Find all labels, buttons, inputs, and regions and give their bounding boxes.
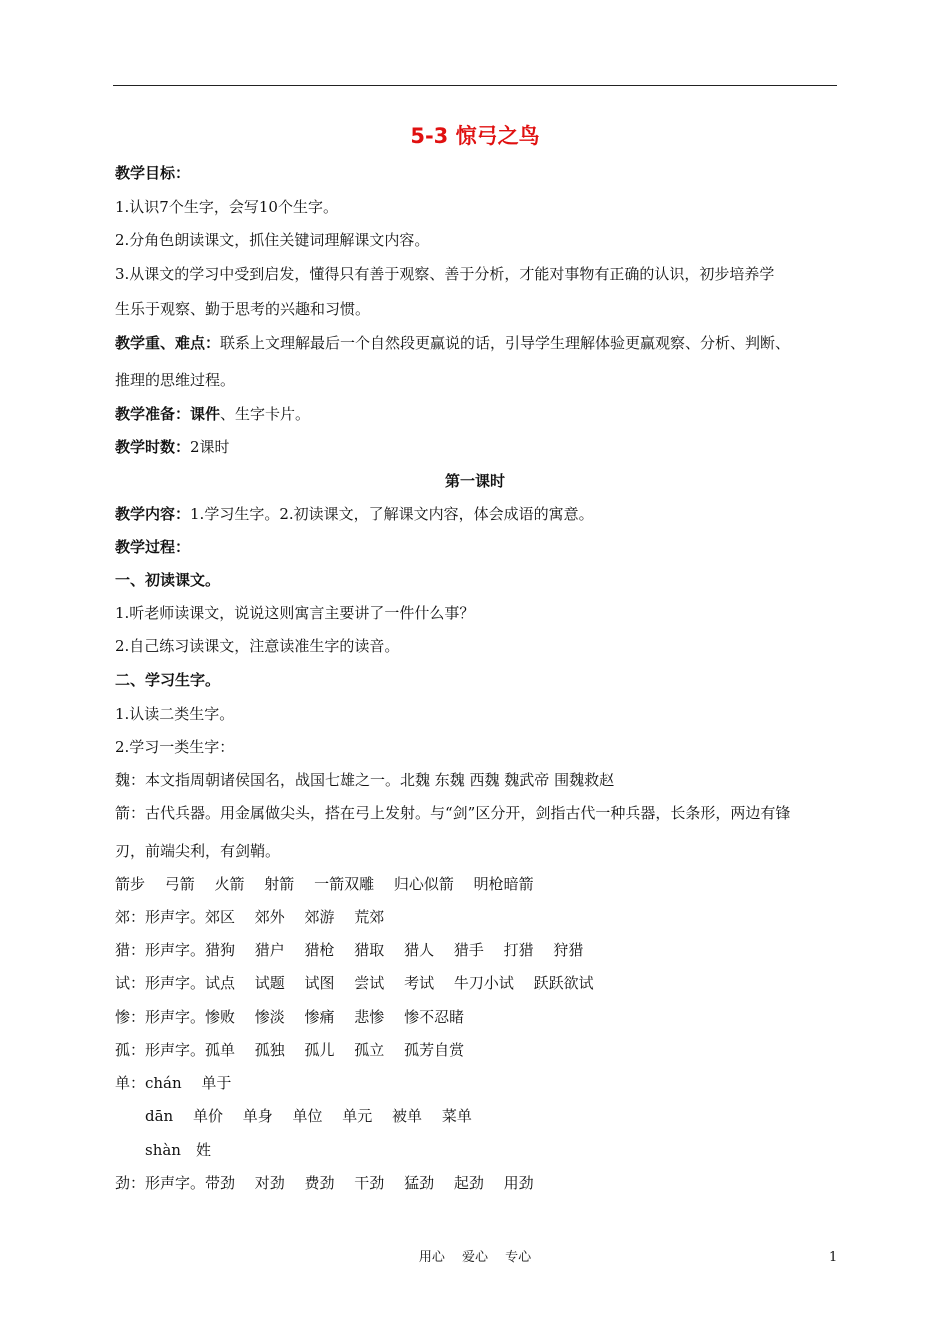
lesson-heading: 第一课时 (444, 472, 505, 490)
goal-item: 生乐于观察、勤于思考的兴趣和习惯。 (115, 300, 371, 318)
char-entry: 猎：形声字。猎狗 猎户 猎枪 猎取 猎人 猎手 打猎 狩猎 (115, 941, 584, 959)
prep (115, 403, 310, 425)
char-entry: 试：形声字。试点 试题 试图 尝试 考试 牛刀小试 跃跃欲试 (115, 974, 594, 992)
goal-item: 2.分角色朗读课文，抓住关键词理解课文内容。 (115, 231, 430, 249)
page-title: 5-3 惊弓之鸟 (410, 124, 540, 148)
process-heading: 教学过程： (115, 538, 191, 556)
prep-bold-item: 课件 (190, 405, 221, 423)
char-entry: 魏：本文指周朝诸侯国名，战国七雄之一。北魏 东魏 西魏 魏武帝 围魏救赵 (115, 771, 615, 789)
section-heading: 一、初读课文。 (115, 571, 221, 589)
goal-item: 3.从课文的学习中受到启发，懂得只有善于观察、善于分析，才能对事物有正确的认识，初步培养学 (115, 265, 775, 283)
char-entry: dān 单价 单身 单位 单元 被单 菜单 (115, 1107, 472, 1125)
list-item: 2.学习一类生字： (115, 738, 235, 756)
hours-value: 2课时 (190, 438, 230, 456)
char-entry: 孤：形声字。孤单 孤独 孤儿 孤立 孤芳自赏 (115, 1041, 465, 1059)
char-entry: 劲：形声字。带劲 对劲 费劲 干劲 猛劲 起劲 用劲 (115, 1174, 534, 1192)
key-points-label: 教学重、难点： (115, 334, 221, 352)
section-heading: 二、学习生字。 (115, 671, 221, 689)
content-text: 1.学习生字。2.初读课文，了解课文内容，体会成语的寓意。 (190, 505, 594, 523)
key-points-cont: 推理的思维过程。 (115, 371, 236, 389)
hours-label: 教学时数： (115, 438, 191, 456)
list-item: 1.认读二类生字。 (115, 705, 235, 723)
footer-motto: 用心 爱心 专心 (418, 1250, 532, 1265)
lesson-content (115, 503, 594, 525)
char-entry: shàn 姓 (115, 1141, 211, 1159)
char-entry: 箭步 弓箭 火箭 射箭 一箭双雕 归心似箭 明枪暗箭 (115, 875, 534, 893)
char-entry: 刃，前端尖利，有剑鞘。 (115, 842, 281, 860)
header-rule (113, 85, 837, 86)
key-points (115, 332, 790, 354)
char-entry: 单：chán 单于 (115, 1074, 232, 1092)
content-label: 教学内容： (115, 505, 191, 523)
char-entry: 箭：古代兵器。用金属做尖头，搭在弓上发射。与“剑”区分开，剑指古代一种兵器，长条形，两边有锋 (115, 804, 791, 822)
goal-item: 1.认识7个生字，会写10个生字。 (115, 198, 338, 216)
key-points-text: 联系上文理解最后一个自然段更赢说的话，引导学生理解体验更赢观察、分析、判断、 (220, 334, 791, 352)
goals-heading: 教学目标： (115, 164, 191, 182)
list-item: 2.自己练习读课文，注意读准生字的读音。 (115, 637, 400, 655)
char-entry: 惨：形声字。惨败 惨淡 惨痛 悲惨 惨不忍睹 (115, 1008, 465, 1026)
page-number: 1 (829, 1250, 838, 1265)
list-item: 1.听老师读课文，说说这则寓言主要讲了一件什么事？ (115, 604, 475, 622)
char-entry: 郊：形声字。郊区 郊外 郊游 荒郊 (115, 908, 385, 926)
prep-rest: 、生字卡片。 (220, 405, 311, 423)
hours (115, 436, 230, 458)
prep-label: 教学准备： (115, 405, 191, 423)
